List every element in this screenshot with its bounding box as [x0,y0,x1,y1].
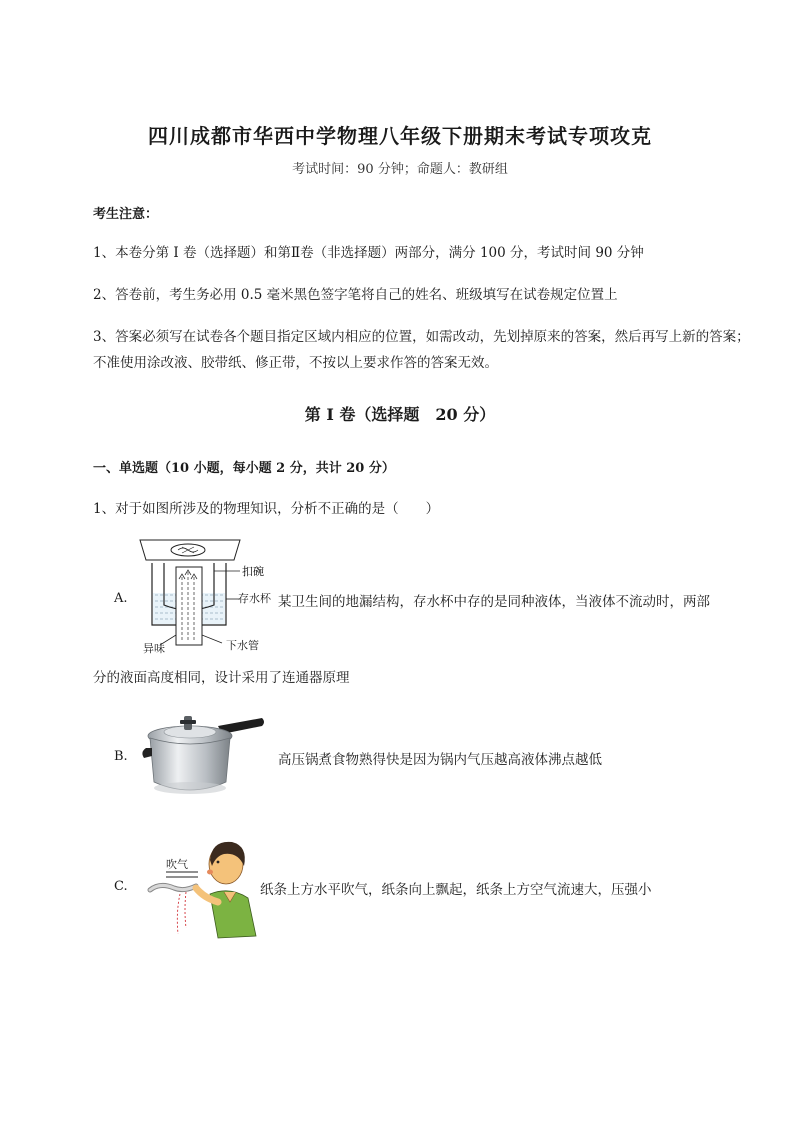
option-a-text-line2: 分的液面高度相同，设计采用了连通器原理 [93,670,350,686]
notice-heading: 考生注意： [93,207,159,222]
section-title: 第 I 卷（选择题 20 分） [304,405,496,424]
option-b-text: 高压锅煮食物熟得快是因为锅内气压越高液体沸点越低 [278,752,602,768]
blowing-boy-figure [140,832,262,942]
page-subtitle: 考试时间：90 分钟；命题人：教研组 [292,162,508,177]
label-cup: 存水杯 [238,592,271,605]
option-c-text: 纸条上方水平吹气，纸条向上飘起，纸条上方空气流速大，压强小 [260,882,652,898]
page-title: 四川成都市华西中学物理八年级下册期末考试专项攻克 [148,124,652,148]
option-c-letter: C. [114,879,128,894]
label-blow: 吹气 [166,858,188,871]
label-odor: 异味 [143,642,165,655]
option-b-letter: B. [114,749,128,764]
notice-item-3: 3、答案必须写在试卷各个题目指定区域内相应的位置，如需改动，先划掉原来的答案，然后再写上新的答案；不准使用涂改液、胶带纸、修正带，不按以上要求作答的答案无效。 [93,329,750,371]
pressure-cooker-figure [140,708,270,800]
notice-item-2: 2、答卷前，考生务必用 0.5 毫米黑色签字笔将自己的姓名、班级填写在试卷规定位置上 [93,287,618,303]
option-a-letter: A. [114,591,128,606]
question-stem: 1、对于如图所涉及的物理知识，分析不正确的是（ ） [93,501,440,517]
label-bowl: 扣碗 [242,565,264,578]
notice-item-1: 1、本卷分第 I 卷（选择题）和第Ⅱ卷（非选择题）两部分，满分 100 分，考试时间 90 分钟 [93,245,644,261]
part-heading: 一、单选题（10 小题，每小题 2 分，共计 20 分） [93,461,395,476]
option-a-text-line1: 某卫生间的地漏结构，存水杯中存的是同种液体，当液体不流动时，两部 [278,594,710,610]
label-pipe: 下水管 [226,639,259,652]
